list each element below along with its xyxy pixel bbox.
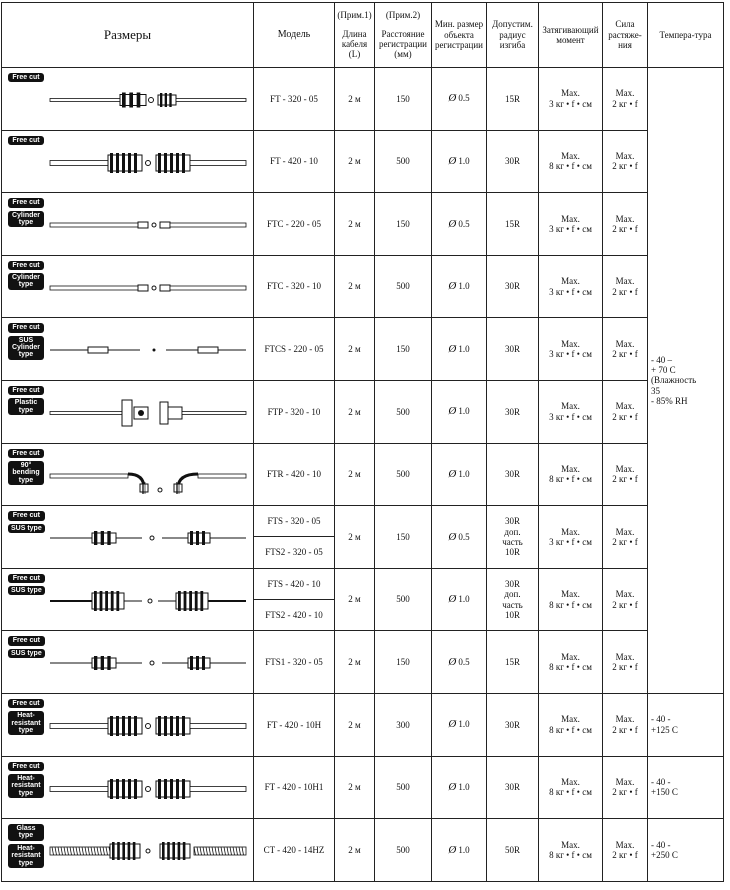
type-badge: Free cut xyxy=(8,198,44,207)
min-object-size xyxy=(432,506,487,569)
type-badge: SUS Cylinder type xyxy=(8,336,44,360)
min-object-value: 1.0 xyxy=(458,469,470,480)
bend-radius: 30R доп. часть 10R xyxy=(487,506,539,569)
spec-table-body xyxy=(2,68,724,882)
fiber-sensor-spec-table xyxy=(1,2,724,882)
tensile-strength: Max. 2 кг • f xyxy=(603,68,648,131)
table-row xyxy=(2,443,724,506)
type-badge: Cylinder type xyxy=(8,211,44,228)
dimension-drawing-cell xyxy=(2,193,254,256)
diameter-icon: Ø xyxy=(448,217,457,230)
cable-length: 2 м xyxy=(335,756,375,819)
bend-radius: 30R xyxy=(487,443,539,506)
dimension-drawing-cell xyxy=(2,568,254,631)
badges xyxy=(8,323,44,359)
type-badge: Heat- resistant type xyxy=(8,774,44,798)
bend-radius: 30R xyxy=(487,693,539,756)
operating-temperature: - 40 - +125 C xyxy=(648,693,724,756)
min-object-size xyxy=(432,255,487,318)
tightening-torque: Max. 3 кг • f • см xyxy=(539,318,603,381)
tightening-torque: Max. 3 кг • f • см xyxy=(539,380,603,443)
detection-distance: 500 xyxy=(375,130,432,193)
cable-length: 2 м xyxy=(335,693,375,756)
cable-length: 2 м xyxy=(335,819,375,882)
diameter-icon: Ø xyxy=(448,155,457,168)
cable-length: 2 м xyxy=(335,318,375,381)
detection-distance: 500 xyxy=(375,568,432,631)
tensile-strength: Max. 2 кг • f xyxy=(603,819,648,882)
badges xyxy=(8,198,44,227)
dimension-drawing-cell xyxy=(2,380,254,443)
table-row xyxy=(2,318,724,381)
tightening-torque: Max. 8 кг • f • см xyxy=(539,130,603,193)
min-object-value: 1.0 xyxy=(458,844,470,855)
tightening-torque: Max. 3 кг • f • см xyxy=(539,506,603,569)
badges xyxy=(8,136,44,145)
detection-distance: 150 xyxy=(375,193,432,256)
header-distance-note: (Прим.2) xyxy=(385,10,421,21)
type-badge: SUS type xyxy=(8,586,45,595)
bend-radius: 30R xyxy=(487,756,539,819)
header-row xyxy=(2,3,724,68)
badges xyxy=(8,386,44,415)
diameter-icon: Ø xyxy=(448,342,457,355)
dimension-drawing-cell xyxy=(2,255,254,318)
header-torque: Затягивающий момент xyxy=(539,3,603,68)
tightening-torque: Max. 8 кг • f • см xyxy=(539,693,603,756)
model-name: FTS - 420 - 10 xyxy=(254,569,334,600)
header-tension: Сила растяже-ния xyxy=(603,3,648,68)
detection-distance: 500 xyxy=(375,255,432,318)
header-distance-label: Расстояние регистрации (мм) xyxy=(379,28,427,60)
min-object-value: 1.0 xyxy=(458,406,470,417)
dimension-drawing-cell xyxy=(2,130,254,193)
table-row xyxy=(2,693,724,756)
table-row xyxy=(2,68,724,131)
min-object-size xyxy=(432,568,487,631)
model-cell: FTR - 420 - 10 xyxy=(254,443,335,506)
min-object-value: 1.0 xyxy=(458,281,470,292)
bend-radius: 30R xyxy=(487,380,539,443)
diameter-icon: Ø xyxy=(448,530,457,543)
cable-length: 2 м xyxy=(335,68,375,131)
tensile-strength: Max. 2 кг • f xyxy=(603,506,648,569)
type-badge: 90° bending type xyxy=(8,461,44,485)
badges xyxy=(8,574,45,596)
min-object-value: 1.0 xyxy=(458,156,470,167)
diameter-icon: Ø xyxy=(448,280,457,293)
header-length xyxy=(335,3,375,68)
dimension-drawing-cell xyxy=(2,318,254,381)
min-object-value: 0.5 xyxy=(458,531,470,542)
detection-distance: 300 xyxy=(375,693,432,756)
tensile-strength: Max. 2 кг • f xyxy=(603,568,648,631)
detection-distance: 500 xyxy=(375,819,432,882)
cable-length: 2 м xyxy=(335,443,375,506)
tensile-strength: Max. 2 кг • f xyxy=(603,443,648,506)
bend-radius: 30R доп. часть 10R xyxy=(487,568,539,631)
tightening-torque: Max. 8 кг • f • см xyxy=(539,443,603,506)
tightening-torque: Max. 8 кг • f • см xyxy=(539,819,603,882)
model-cell: FT - 420 - 10H1 xyxy=(254,756,335,819)
badges xyxy=(8,762,44,798)
header-dims: Размеры xyxy=(2,3,254,68)
type-badge: Free cut xyxy=(8,762,44,771)
bend-radius: 15R xyxy=(487,631,539,694)
detection-distance: 150 xyxy=(375,68,432,131)
table-row xyxy=(2,380,724,443)
table-row xyxy=(2,255,724,318)
tensile-strength: Max. 2 кг • f xyxy=(603,631,648,694)
operating-temperature: - 40 - +250 C xyxy=(648,819,724,882)
diameter-icon: Ø xyxy=(448,655,457,668)
min-object-value: 1.0 xyxy=(458,719,470,730)
detection-distance: 500 xyxy=(375,380,432,443)
min-object-value: 1.0 xyxy=(458,343,470,354)
badges xyxy=(8,511,45,533)
bend-radius: 50R xyxy=(487,819,539,882)
cable-length: 2 м xyxy=(335,568,375,631)
min-object-size xyxy=(432,443,487,506)
operating-temperature: - 40 – + 70 C (Влажность 35 - 85% RH xyxy=(648,68,724,694)
model-cell: CT - 420 - 14HZ xyxy=(254,819,335,882)
min-object-size xyxy=(432,68,487,131)
type-badge: Free cut xyxy=(8,323,44,332)
header-length-note: (Прим.1) xyxy=(337,10,372,21)
bend-radius: 15R xyxy=(487,68,539,131)
type-badge: Heat- resistant type xyxy=(8,844,44,868)
cable-length: 2 м xyxy=(335,506,375,569)
min-object-value: 0.5 xyxy=(458,656,470,667)
detection-distance: 150 xyxy=(375,506,432,569)
tensile-strength: Max. 2 кг • f xyxy=(603,380,648,443)
badges xyxy=(8,824,44,868)
tensile-strength: Max. 2 кг • f xyxy=(603,255,648,318)
header-minsize: Мин. размер объекта регистрации xyxy=(432,3,487,68)
dimension-drawing-cell xyxy=(2,443,254,506)
type-badge: Free cut xyxy=(8,574,45,583)
badges xyxy=(8,261,44,290)
min-object-size xyxy=(432,693,487,756)
type-badge: Free cut xyxy=(8,636,45,645)
model-cell: FTCS - 220 - 05 xyxy=(254,318,335,381)
type-badge: Free cut xyxy=(8,136,44,145)
tightening-torque: Max. 8 кг • f • см xyxy=(539,756,603,819)
spec-table-container xyxy=(1,2,724,882)
table-row xyxy=(2,631,724,694)
header-model: Модель xyxy=(254,3,335,68)
cable-length: 2 м xyxy=(335,193,375,256)
min-object-size xyxy=(432,756,487,819)
detection-distance: 500 xyxy=(375,443,432,506)
tightening-torque: Max. 8 кг • f • см xyxy=(539,631,603,694)
bend-radius: 30R xyxy=(487,130,539,193)
min-object-value: 1.0 xyxy=(458,594,470,605)
cable-length: 2 м xyxy=(335,130,375,193)
min-object-size xyxy=(432,631,487,694)
bend-radius: 15R xyxy=(487,193,539,256)
tensile-strength: Max. 2 кг • f xyxy=(603,756,648,819)
model-cell: FT - 420 - 10 xyxy=(254,130,335,193)
dimension-drawing-cell xyxy=(2,631,254,694)
type-badge: SUS type xyxy=(8,524,45,533)
diameter-icon: Ø xyxy=(448,593,457,606)
dimension-drawing-cell xyxy=(2,756,254,819)
dimension-drawing-cell xyxy=(2,693,254,756)
badges xyxy=(8,699,44,735)
type-badge: Glass type xyxy=(8,824,44,841)
model-cell: FT - 420 - 10H xyxy=(254,693,335,756)
dimension-drawing-cell xyxy=(2,68,254,131)
diameter-icon: Ø xyxy=(448,843,457,856)
model-name-alt: FTS2 - 320 - 05 xyxy=(265,547,323,558)
tensile-strength: Max. 2 кг • f xyxy=(603,130,648,193)
cable-length: 2 м xyxy=(335,631,375,694)
header-distance xyxy=(375,3,432,68)
type-badge: Free cut xyxy=(8,73,44,82)
type-badge: Plastic type xyxy=(8,398,44,415)
model-cell xyxy=(254,506,335,569)
badges xyxy=(8,636,45,658)
tightening-torque: Max. 3 кг • f • см xyxy=(539,193,603,256)
min-object-value: 0.5 xyxy=(458,218,470,229)
table-row xyxy=(2,130,724,193)
diameter-icon: Ø xyxy=(448,92,457,105)
tensile-strength: Max. 2 кг • f xyxy=(603,193,648,256)
diameter-icon: Ø xyxy=(448,405,457,418)
min-object-value: 0.5 xyxy=(458,93,470,104)
model-cell: FTP - 320 - 10 xyxy=(254,380,335,443)
dimension-drawing-cell xyxy=(2,506,254,569)
detection-distance: 500 xyxy=(375,756,432,819)
table-row xyxy=(2,568,724,631)
diameter-icon: Ø xyxy=(448,718,457,731)
type-badge: Free cut xyxy=(8,386,44,395)
diameter-icon: Ø xyxy=(448,781,457,793)
min-object-size xyxy=(432,380,487,443)
bend-radius: 30R xyxy=(487,318,539,381)
cable-length: 2 м xyxy=(335,380,375,443)
table-row xyxy=(2,756,724,819)
model-name: FTS - 320 - 05 xyxy=(254,506,334,537)
tightening-torque: Max. 8 кг • f • см xyxy=(539,568,603,631)
diameter-icon: Ø xyxy=(448,468,457,481)
model-cell: FT - 320 - 05 xyxy=(254,68,335,131)
tightening-torque: Max. 3 кг • f • см xyxy=(539,255,603,318)
type-badge: Free cut xyxy=(8,261,44,270)
model-cell: FTC - 220 - 05 xyxy=(254,193,335,256)
detection-distance: 150 xyxy=(375,318,432,381)
header-temp: Темпера-тура xyxy=(648,3,724,68)
tensile-strength: Max. 2 кг • f xyxy=(603,318,648,381)
operating-temperature: - 40 - +150 C xyxy=(648,756,724,819)
model-cell: FTC - 320 - 10 xyxy=(254,255,335,318)
min-object-value: 1.0 xyxy=(458,782,470,792)
min-object-size xyxy=(432,193,487,256)
model-cell: FTS1 - 320 - 05 xyxy=(254,631,335,694)
tensile-strength: Max. 2 кг • f xyxy=(603,693,648,756)
type-badge: SUS type xyxy=(8,649,45,658)
min-object-size xyxy=(432,130,487,193)
min-object-size xyxy=(432,819,487,882)
bend-radius: 30R xyxy=(487,255,539,318)
table-row xyxy=(2,193,724,256)
type-badge: Heat- resistant type xyxy=(8,711,44,735)
type-badge: Free cut xyxy=(8,449,44,458)
badges xyxy=(8,449,44,485)
table-row xyxy=(2,506,724,569)
type-badge: Cylinder type xyxy=(8,273,44,290)
dimension-drawing-cell xyxy=(2,819,254,882)
tightening-torque: Max. 3 кг • f • см xyxy=(539,68,603,131)
cable-length: 2 м xyxy=(335,255,375,318)
badges xyxy=(8,73,44,82)
type-badge: Free cut xyxy=(8,699,44,708)
type-badge: Free cut xyxy=(8,511,45,520)
header-radius: Допустим. радиус изгиба xyxy=(487,3,539,68)
model-name-alt: FTS2 - 420 - 10 xyxy=(265,610,323,621)
header-length-label: Длина кабеля (L) xyxy=(341,28,368,60)
detection-distance: 150 xyxy=(375,631,432,694)
table-row xyxy=(2,819,724,882)
model-cell xyxy=(254,568,335,631)
min-object-size xyxy=(432,318,487,381)
